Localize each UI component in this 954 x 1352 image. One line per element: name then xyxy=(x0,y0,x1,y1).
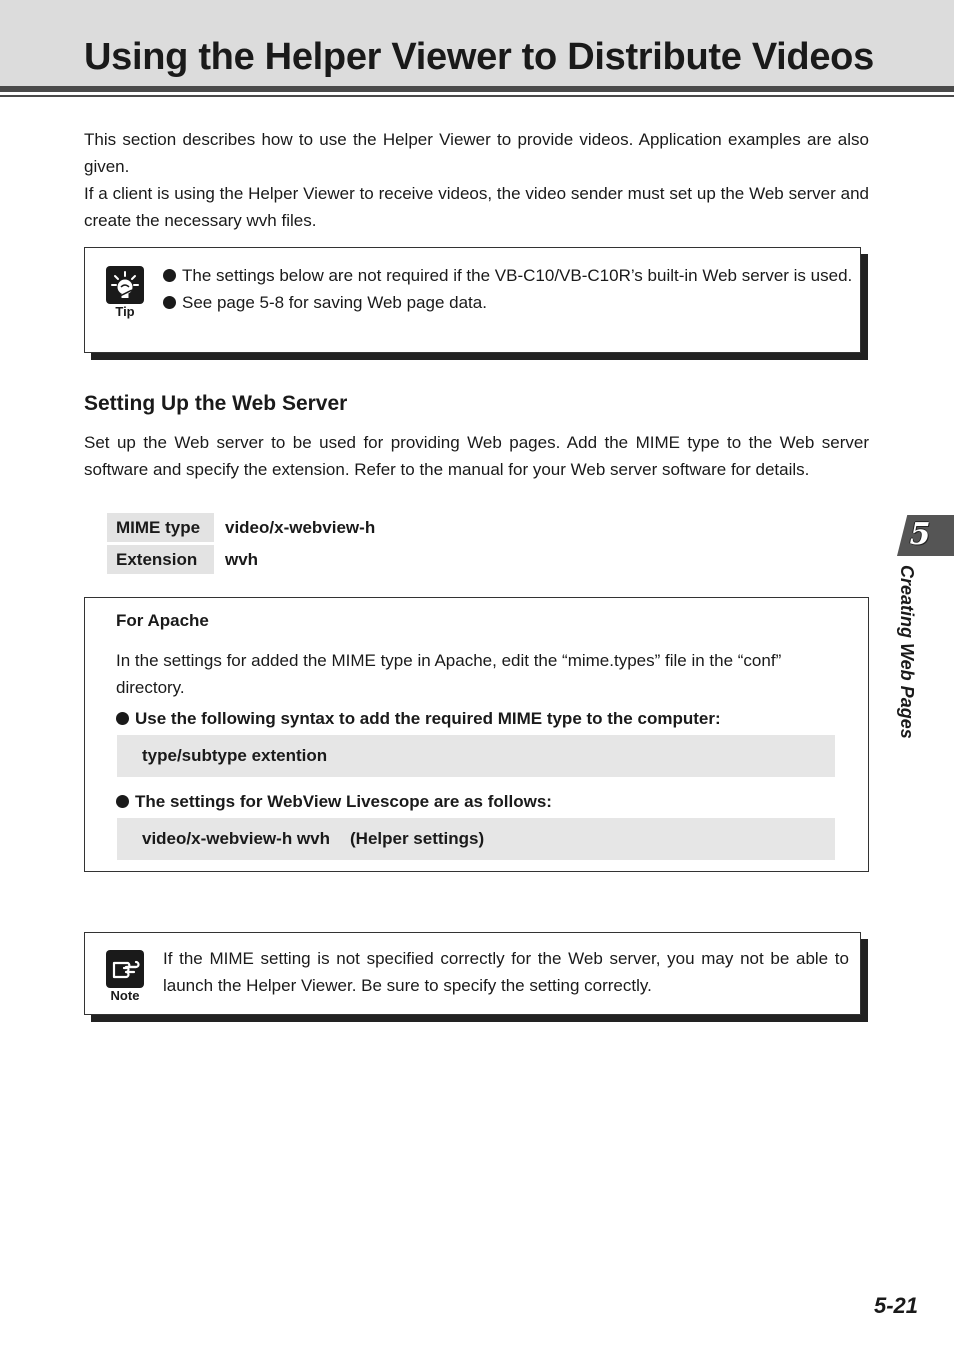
apache-box xyxy=(84,597,869,872)
tip-item-1: The settings below are not required if the VB-C10/VB-C10R’s built-in Web server is used. xyxy=(163,262,853,289)
tip-content xyxy=(163,262,853,316)
tip-lightbulb-icon xyxy=(106,266,144,304)
mime-value-type: video/x-webview-h xyxy=(225,518,376,537)
mime-row-extension xyxy=(107,545,375,574)
note-text: If the MIME setting is not specified correctly for the Web server, you may not be able to launch the Helper Viewer. Be sure to specify the setting correctly. xyxy=(163,949,849,995)
apache-title: For Apache xyxy=(116,611,209,630)
tip-item-2: See page 5-8 for saving Web page data. xyxy=(163,289,853,316)
mime-row-type xyxy=(107,513,375,542)
chapter-number: 5 xyxy=(909,517,931,552)
apache-bullet-settings: The settings for WebView Livescope are as follows: xyxy=(116,788,855,815)
mime-key-type: MIME type xyxy=(107,513,214,542)
intro-paragraph-1: This section describes how to use the Helper Viewer to provide videos. Application examples are also given. xyxy=(84,130,869,176)
mime-table xyxy=(107,513,375,577)
chapter-label: Creating Web Pages xyxy=(897,565,917,739)
header-rule-thin xyxy=(0,95,954,97)
tip-icon-block xyxy=(105,266,145,319)
header-rule-thick xyxy=(0,86,954,92)
note-icon-block xyxy=(105,950,145,1003)
section-heading: Setting Up the Web Server xyxy=(84,392,348,415)
apache-bullet-syntax: Use the following syntax to add the required MIME type to the computer: xyxy=(116,705,855,732)
note-pointing-hand-icon xyxy=(106,950,144,988)
syntax-code-bar: type/subtype extention xyxy=(117,735,835,777)
note-caption: Note xyxy=(110,988,140,1003)
intro-paragraph-2: If a client is using the Helper Viewer to receive videos, the video sender must set up the Web server and create the necessary wvh files. xyxy=(84,184,869,230)
section-description: Set up the Web server to be used for providing Web pages. Add the MIME type to the Web server software and specify the extension. Refer to the manual for your Web server software for details. xyxy=(84,433,869,479)
mime-key-extension: Extension xyxy=(107,545,214,574)
page-number: 5-21 xyxy=(873,1293,918,1318)
page-title: Using the Helper Viewer to Distribute Videos xyxy=(84,36,874,78)
example-note: (Helper settings) xyxy=(350,829,485,848)
example-code: video/x-webview-h wvh xyxy=(142,829,330,848)
example-code-bar xyxy=(117,818,835,860)
apache-description: In the settings for added the MIME type in Apache, edit the “mime.types” file in the “conf” directory. xyxy=(116,651,782,697)
tip-box xyxy=(84,247,861,353)
note-box xyxy=(84,932,861,1015)
mime-value-extension: wvh xyxy=(225,550,259,569)
tip-caption: Tip xyxy=(115,304,135,319)
